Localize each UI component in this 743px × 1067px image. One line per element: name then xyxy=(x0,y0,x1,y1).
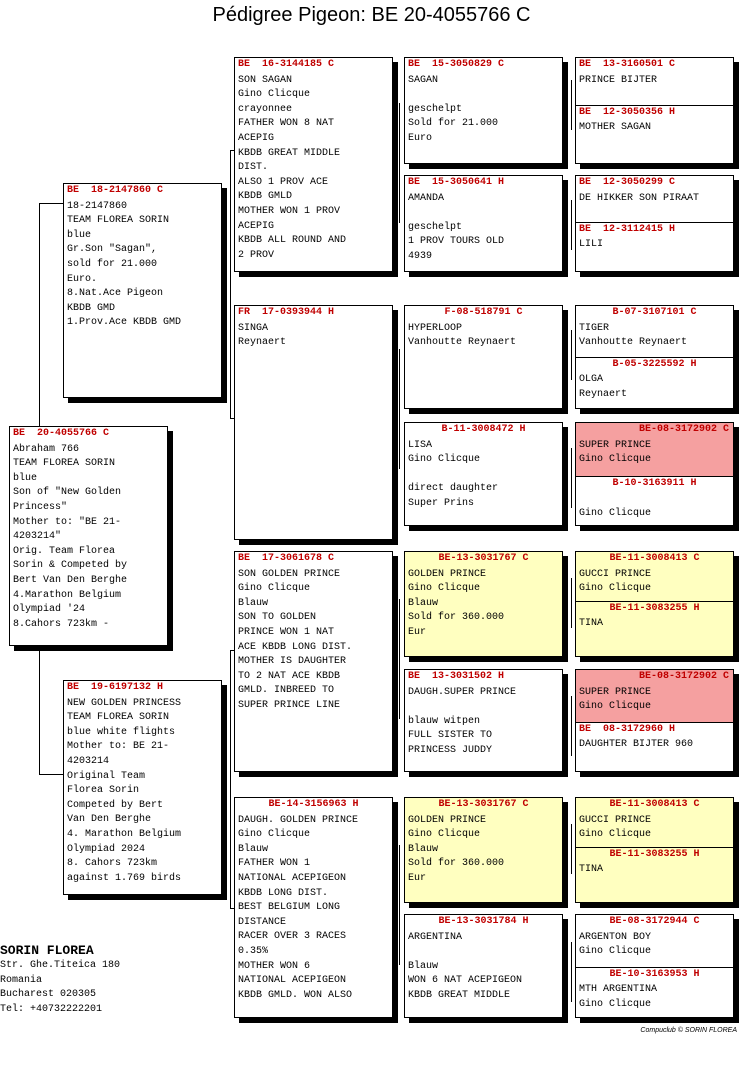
pigeon-details: DE HIKKER SON PIRAAT xyxy=(579,192,700,204)
pigeon-details: GUCCI PRINCE Gino Clicque xyxy=(579,814,652,841)
ring-number: B-05-3225592 H xyxy=(612,358,697,370)
great-grandparent-card[interactable] xyxy=(404,797,563,903)
pigeon-details: NEW GOLDEN PRINCESS TEAM FLOREA SORIN blue white flights Mother to: BE 21- 4203214 Original Team Florea Sorin Competed by Bert Van Den Berghe 4. Marathon Belgium Olympiad 2024 8. Cahors 723km against 1.769 birds xyxy=(67,697,182,884)
great-grandparent-card[interactable] xyxy=(404,175,563,272)
owner-info xyxy=(0,942,120,1017)
ring-number: BE 19-6197132 H xyxy=(67,682,164,693)
ring-number: BE 12-3112415 H xyxy=(579,223,676,235)
pigeon-details: GOLDEN PRINCE Gino Clicque Blauw Sold for 360.000 Eur xyxy=(408,814,505,884)
ring-number: BE-13-3031767 C xyxy=(438,799,529,810)
page-title: Pédigree Pigeon: BE 20-4055766 C xyxy=(212,4,531,26)
grandparent-card[interactable] xyxy=(234,551,393,772)
ring-number: BE 16-3144185 C xyxy=(238,59,335,70)
pigeon-details: MTH ARGENTINA Gino Clicque xyxy=(579,984,658,1010)
pigeon-details: LILI xyxy=(579,239,604,251)
great-grandparent-card[interactable] xyxy=(404,422,563,526)
ancestor-pair-card[interactable] xyxy=(575,175,734,272)
pigeon-details: OLGA Reynaert xyxy=(579,374,628,400)
pigeon-details: SAGAN geschelpt Sold for 21.000 Euro xyxy=(408,74,499,144)
connector xyxy=(39,203,63,204)
ring-number: BE-10-3163953 H xyxy=(609,968,700,980)
ring-number: BE 12-3050356 H xyxy=(579,106,676,118)
pigeon-details: TINA xyxy=(579,618,604,630)
connector xyxy=(571,200,572,250)
connector xyxy=(399,349,400,469)
ancestor-pair-card[interactable] xyxy=(575,914,734,1018)
pigeon-details: TIGER Vanhoutte Reynaert xyxy=(579,322,688,349)
pigeon-details: TINA xyxy=(579,864,604,876)
ring-number: BE 17-3061678 C xyxy=(238,553,335,564)
ring-number: BE 15-3050641 H xyxy=(408,177,505,188)
ring-number: BE 15-3050829 C xyxy=(408,59,505,70)
ring-number: BE-08-3172902 C xyxy=(638,424,729,435)
connector xyxy=(571,330,572,380)
ring-number: BE 12-3050299 C xyxy=(579,177,676,188)
connector xyxy=(571,578,572,628)
great-grandparent-card[interactable] xyxy=(404,305,563,409)
ring-number: BE-08-3172902 C xyxy=(638,671,729,682)
ring-number: BE-11-3083255 H xyxy=(609,848,700,860)
great-grandparent-card[interactable] xyxy=(404,551,563,657)
ring-number: BE-13-3031767 C xyxy=(438,553,529,564)
grandparent-card[interactable] xyxy=(234,305,393,540)
owner-street: Str. Ghe.Titeica 180 xyxy=(0,960,121,971)
ancestor-pair-card[interactable] xyxy=(575,797,734,903)
pigeon-details: 18-2147860 TEAM FLOREA SORIN blue Gr.Son "Sagan", sold for 21.000 Euro. 8.Nat.Ace Pigeon KBDB GMD 1.Prov.Ace KBDB GMD xyxy=(67,200,182,329)
pigeon-details: ARGENTINA Blauw WON 6 NAT ACEPIGEON KBDB GREAT MIDDLE xyxy=(408,931,523,1001)
connector xyxy=(571,696,572,756)
ancestor-pair-card[interactable] xyxy=(575,305,734,409)
connector xyxy=(399,845,400,965)
connector xyxy=(571,448,572,508)
owner-phone: Tel: +40732222201 xyxy=(0,1003,103,1015)
pigeon-details: ARGENTON BOY Gino Clicque xyxy=(579,931,652,958)
connector xyxy=(230,150,231,418)
connector xyxy=(39,774,63,775)
subject-pigeon-card[interactable] xyxy=(9,426,168,646)
owner-name: SORIN FLOREA xyxy=(0,943,94,958)
sire-card[interactable] xyxy=(63,183,222,398)
copyright-footer: Compuclub © SORIN FLOREA xyxy=(640,1027,737,1034)
dam-card[interactable] xyxy=(63,680,222,895)
ring-number: BE 20-4055766 C xyxy=(13,428,110,439)
ring-number: BE-11-3083255 H xyxy=(609,602,700,614)
owner-city: Bucharest 020305 xyxy=(0,989,97,1001)
pigeon-details: SUPER PRINCE Gino Clicque xyxy=(579,439,652,466)
pigeon-details: SINGA Reynaert xyxy=(238,322,287,349)
ring-number: BE-14-3156963 H xyxy=(268,799,359,810)
grandparent-card[interactable] xyxy=(234,57,393,272)
ring-number: BE 08-3172960 H xyxy=(579,723,676,735)
ring-number: BE 13-3160501 C xyxy=(579,59,676,70)
ancestor-pair-card[interactable] xyxy=(575,669,734,772)
great-grandparent-card[interactable] xyxy=(404,669,563,772)
ring-number: FR 17-0393944 H xyxy=(238,307,335,318)
ancestor-pair-card[interactable] xyxy=(575,422,734,526)
great-grandparent-card[interactable] xyxy=(404,914,563,1018)
ring-number: BE-11-3008413 C xyxy=(609,799,700,810)
owner-country: Romania xyxy=(0,974,43,986)
pigeon-details: SON GOLDEN PRINCE Gino Clicque Blauw SON TO GOLDEN PRINCE WON 1 NAT ACE KBDB LONG DIST. MOTHER IS DAUGHTER TO 2 NAT ACE KBDB GMLD. INBREED TO SUPER PRINCE LINE xyxy=(238,568,353,711)
ring-number: BE-13-3031784 H xyxy=(438,916,529,927)
ring-number: BE 18-2147860 C xyxy=(67,185,164,196)
ring-number: B-10-3163911 H xyxy=(612,477,697,489)
pigeon-details: MOTHER SAGAN xyxy=(579,122,652,134)
pigeon-details: DAUGH.SUPER PRINCE blauw witpen FULL SISTER TO PRINCESS JUDDY xyxy=(408,686,517,756)
ring-number: F-08-518791 C xyxy=(444,307,523,318)
ring-number: B-11-3008472 H xyxy=(441,424,526,435)
pigeon-details: PRINCE BIJTER xyxy=(579,74,658,86)
pigeon-details: AMANDA geschelpt 1 PROV TOURS OLD 4939 xyxy=(408,192,505,262)
connector xyxy=(571,824,572,874)
pigeon-details: Abraham 766 TEAM FLOREA SORIN blue Son of "New Golden Princess" Mother to: "BE 21- 4203214" Orig. Team Florea Sorin & Competed by Bert Van Den Berghe 4.Marathon Belgium Olympiad '24 8.Cahors 723km - xyxy=(13,443,128,630)
connector xyxy=(571,942,572,1002)
ring-number: BE-11-3008413 C xyxy=(609,553,700,564)
pigeon-details: DAUGHTER BIJTER 960 xyxy=(579,739,694,751)
connector xyxy=(230,650,231,908)
pigeon-details: SUPER PRINCE Gino Clicque xyxy=(579,686,652,713)
pigeon-details: HYPERLOOP Vanhoutte Reynaert xyxy=(408,322,517,349)
pigeon-details: GUCCI PRINCE Gino Clicque xyxy=(579,568,652,595)
connector xyxy=(399,599,400,719)
pigeon-details: Gino Clicque xyxy=(579,507,652,519)
grandparent-card[interactable] xyxy=(234,797,393,1018)
pigeon-details: DAUGH. GOLDEN PRINCE Gino Clicque Blauw FATHER WON 1 NATIONAL ACEPIGEON KBDB LONG DIST. BEST BELGIUM LONG DISTANCE RACER OVER 3 RACES 0.35% MOTHER WON 6 NATIONAL ACEPIGEON KBDB GMLD. WON ALSO xyxy=(238,814,359,1001)
pigeon-details: SON SAGAN Gino Clicque crayonnee FATHER WON 8 NAT ACEPIG KBDB GREAT MIDDLE DIST. ALSO 1 PROV ACE KBDB GMLD MOTHER WON 1 PROV ACEPIG KBDB ALL ROUND AND 2 PROV xyxy=(238,74,347,261)
connector xyxy=(39,646,40,774)
pigeon-details: LISA Gino Clicque direct daughter Super Prins xyxy=(408,439,499,509)
ring-number: BE-08-3172944 C xyxy=(609,916,700,927)
ancestor-pair-card[interactable] xyxy=(575,551,734,657)
ring-number: BE 13-3031502 H xyxy=(408,671,505,682)
ring-number: B-07-3107101 C xyxy=(612,307,697,318)
connector xyxy=(571,80,572,130)
ancestor-pair-card[interactable] xyxy=(575,57,734,164)
great-grandparent-card[interactable] xyxy=(404,57,563,164)
pigeon-details: GOLDEN PRINCE Gino Clicque Blauw Sold for 360.000 Eur xyxy=(408,568,505,638)
connector xyxy=(39,203,40,426)
connector xyxy=(399,103,400,223)
